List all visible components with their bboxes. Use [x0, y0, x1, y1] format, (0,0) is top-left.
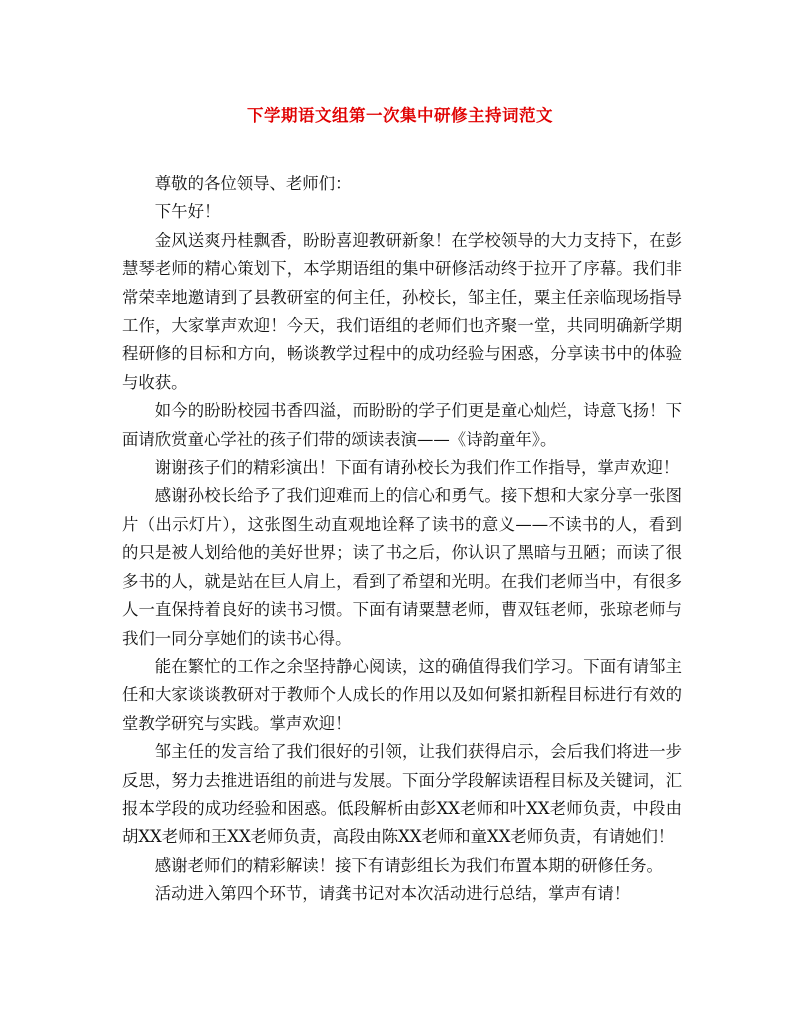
paragraph-greeting: 尊敬的各位领导、老师们：	[154, 174, 352, 193]
paragraph-reading: 感谢孙校长给予了我们迎难而上的信心和勇气。接下想和大家分享一张图片（出示灯片），这张图生动直观地诠释了读书的意义——不读书的人，看到的只是被人划给他的美好世界；读了书之后，你认识了黑暗与丑陋；而读了很多书的人，就是站在巨人肩上，看到了希望和光明。在我们老师当中，有很多人一直保持着良好的读书习惯。下面有请粟慧老师，曹双钰老师，张琼老师与我们一同分享她们的读书心得。	[122, 486, 682, 648]
paragraph-tasks: 感谢老师们的精彩解读！接下有请彭组长为我们布置本期的研修任务。	[154, 855, 663, 875]
paragraph-thanks-children: 谢谢孩子们的精彩演出！下面有请孙校长为我们作工作指导，掌声欢迎！	[154, 458, 680, 478]
paragraph-salutation: 下午好！	[154, 202, 221, 222]
paragraph-summary: 活动进入第四个环节，请龚书记对本次活动进行总结，掌声有请！	[154, 884, 631, 904]
document-body	[122, 170, 682, 909]
paragraph-research: 能在繁忙的工作之余坚持静心阅读，这的确值得我们学习。下面有请邹主任和大家谈谈教研对于教师个人成长的作用以及如何紧扣新程目标进行有效的堂教学研究与实践。掌声欢迎！	[122, 656, 682, 733]
paragraph-interpretation: 邹主任的发言给了我们很好的引领，让我们获得启示，会后我们将进一步反思，努力去推进语组的前进与发展。下面分学段解读语程目标及关键词，汇报本学段的成功经验和困惑。低段解析由彭XX老师和叶XX老师负责，中段由胡XX老师和王XX老师负责，高段由陈XX老师和童XX老师负责，有请她们！	[122, 742, 682, 847]
paragraph-opening: 金风送爽丹桂飘香，盼盼喜迎教研新象！在学校领导的大力支持下，在彭慧琴老师的精心策划下，本学期语组的集中研修活动终于拉开了序幕。我们非常荣幸地邀请到了县教研室的何主任，孙校长，邹主任，粟主任亲临现场指导工作，大家掌声欢迎！今天，我们语组的老师们也齐聚一堂，共同明确新学期程研修的目标和方向，畅谈教学过程中的成功经验与困惑，分享读书中的体验与收获。	[122, 230, 682, 392]
document-title: 下学期语文组第一次集中研修主持词范文	[247, 106, 553, 125]
paragraph-performance: 如今的盼盼校园书香四溢，而盼盼的学子们更是童心灿烂，诗意飞扬！下面请欣赏童心学社的孩子们带的颂读表演——《诗韵童年》。	[122, 401, 682, 449]
